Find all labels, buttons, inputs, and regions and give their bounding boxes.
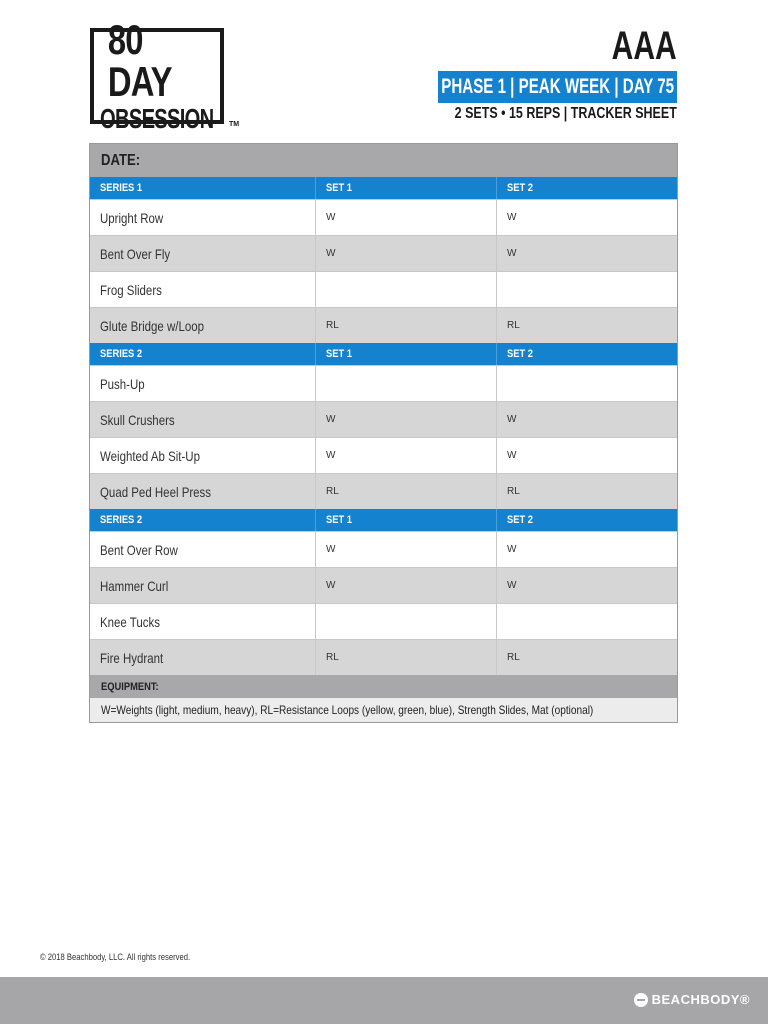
logo-line-2: OBSESSION: [100, 103, 214, 134]
set-2-header-cell: [497, 177, 677, 199]
exercise-name: Push-Up: [100, 375, 145, 392]
exercise-name-cell: [90, 532, 316, 567]
exercise-row: [90, 401, 677, 437]
exercise-row: [90, 473, 677, 509]
equipment-code: W: [507, 248, 517, 259]
series-label-cell: [90, 509, 316, 531]
set-1-header: SET 1: [326, 348, 352, 360]
exercise-row: [90, 437, 677, 473]
set-1-entry-cell[interactable]: [316, 366, 497, 401]
date-row: [90, 144, 677, 177]
exercise-row: [90, 639, 677, 675]
copyright-notice: [40, 952, 217, 962]
equipment-code: W: [326, 450, 336, 461]
equipment-code: RL: [326, 486, 339, 497]
equipment-code: W: [326, 544, 336, 555]
beachbody-logo: [634, 992, 750, 1007]
series-label-cell: [90, 177, 316, 199]
set-1-entry-cell[interactable]: [316, 438, 497, 473]
beachbody-circle-icon: [634, 993, 648, 1007]
exercise-name: Knee Tucks: [100, 613, 160, 630]
set-2-header: SET 2: [507, 514, 533, 526]
set-2-entry-cell[interactable]: [497, 200, 677, 235]
exercise-name-cell: [90, 604, 316, 639]
phase-banner-text: PHASE 1 | PEAK WEEK | DAY 75: [441, 75, 674, 98]
equipment-code: W: [507, 544, 517, 555]
set-1-entry-cell[interactable]: [316, 200, 497, 235]
equipment-code: RL: [326, 320, 339, 331]
set-2-entry-cell[interactable]: [497, 438, 677, 473]
exercise-name-cell: [90, 236, 316, 271]
set-2-entry-cell[interactable]: [497, 474, 677, 509]
copyright-text: © 2018 Beachbody, LLC. All rights reserved.: [40, 952, 191, 962]
equipment-code: RL: [326, 652, 339, 663]
equipment-code: RL: [507, 652, 520, 663]
exercise-name-cell: [90, 272, 316, 307]
set-1-entry-cell[interactable]: [316, 236, 497, 271]
workout-header: [590, 24, 677, 68]
set-2-entry-cell[interactable]: [497, 640, 677, 675]
workout-code: AAA: [611, 24, 677, 68]
equipment-description: [90, 698, 677, 722]
exercise-name-cell: [90, 474, 316, 509]
set-2-entry-cell[interactable]: [497, 308, 677, 343]
equipment-code: RL: [507, 486, 520, 497]
trademark-mark: TM: [229, 121, 240, 128]
tracker-table: [89, 143, 678, 723]
set-1-header-cell: [316, 177, 497, 199]
equipment-code: W: [507, 414, 517, 425]
exercise-name: Bent Over Fly: [100, 245, 171, 262]
set-2-entry-cell[interactable]: [497, 236, 677, 271]
exercise-name-cell: [90, 200, 316, 235]
exercise-name: Bent Over Row: [100, 541, 178, 558]
set-1-header: SET 1: [326, 182, 352, 194]
beachbody-wordmark: BEACHBODY®: [651, 992, 750, 1007]
exercise-row: [90, 365, 677, 401]
set-1-entry-cell[interactable]: [316, 604, 497, 639]
equipment-code: W: [507, 212, 517, 223]
equipment-code: RL: [507, 320, 520, 331]
set-2-entry-cell[interactable]: [497, 366, 677, 401]
set-2-header-cell: [497, 343, 677, 365]
exercise-name-cell: [90, 438, 316, 473]
exercise-name: Glute Bridge w/Loop: [100, 317, 205, 334]
set-1-header: SET 1: [326, 514, 352, 526]
series-header-row: [90, 177, 677, 199]
exercise-name-cell: [90, 640, 316, 675]
set-2-header: SET 2: [507, 182, 533, 194]
series-label: SERIES 2: [100, 514, 143, 526]
set-1-header-cell: [316, 509, 497, 531]
equipment-text: W=Weights (light, medium, heavy), RL=Resistance Loops (yellow, green, blue), Strength Slides, Mat (optional): [101, 703, 594, 717]
exercise-name: Quad Ped Heel Press: [100, 483, 212, 500]
set-2-entry-cell[interactable]: [497, 604, 677, 639]
exercise-name-cell: [90, 568, 316, 603]
exercise-row: [90, 271, 677, 307]
equipment-code: W: [326, 248, 336, 259]
logo-line-1: 80 DAY: [107, 16, 172, 105]
equipment-code: W: [326, 212, 336, 223]
set-1-entry-cell[interactable]: [316, 308, 497, 343]
set-1-entry-cell[interactable]: [316, 532, 497, 567]
set-2-header-cell: [497, 509, 677, 531]
series-header-row: [90, 509, 677, 531]
set-1-header-cell: [316, 343, 497, 365]
exercise-name: Upright Row: [100, 209, 164, 226]
set-1-entry-cell[interactable]: [316, 402, 497, 437]
set-1-entry-cell[interactable]: [316, 568, 497, 603]
equipment-header: [90, 675, 677, 698]
brand-logo: [90, 16, 224, 134]
exercise-name: Fire Hydrant: [100, 649, 164, 666]
exercise-row: [90, 531, 677, 567]
set-2-header: SET 2: [507, 348, 533, 360]
exercise-row: [90, 603, 677, 639]
phase-banner: [438, 71, 677, 103]
exercise-name: Frog Sliders: [100, 281, 162, 298]
set-2-entry-cell[interactable]: [497, 568, 677, 603]
series-container: [90, 177, 677, 675]
exercise-row: [90, 567, 677, 603]
date-label: DATE:: [101, 151, 141, 169]
exercise-name: Weighted Ab Sit-Up: [100, 447, 200, 464]
sets-reps-text: 2 SETS • 15 REPS | TRACKER SHEET: [454, 105, 677, 122]
exercise-name: Hammer Curl: [100, 577, 169, 594]
equipment-label: EQUIPMENT:: [101, 680, 159, 693]
exercise-name: Skull Crushers: [100, 411, 175, 428]
set-1-entry-cell[interactable]: [316, 474, 497, 509]
equipment-code: W: [326, 414, 336, 425]
exercise-row: [90, 307, 677, 343]
set-1-entry-cell[interactable]: [316, 272, 497, 307]
series-header-row: [90, 343, 677, 365]
exercise-name-cell: [90, 402, 316, 437]
set-2-entry-cell[interactable]: [497, 402, 677, 437]
set-2-entry-cell[interactable]: [497, 532, 677, 567]
set-2-entry-cell[interactable]: [497, 272, 677, 307]
series-label: SERIES 2: [100, 348, 143, 360]
exercise-row: [90, 235, 677, 271]
exercise-row: [90, 199, 677, 235]
exercise-name-cell: [90, 308, 316, 343]
series-label: SERIES 1: [100, 182, 143, 194]
equipment-code: W: [507, 450, 517, 461]
set-1-entry-cell[interactable]: [316, 640, 497, 675]
sets-reps-subline: [392, 105, 677, 123]
equipment-code: W: [507, 580, 517, 591]
series-label-cell: [90, 343, 316, 365]
footer-bar: [0, 977, 768, 1024]
exercise-name-cell: [90, 366, 316, 401]
equipment-code: W: [326, 580, 336, 591]
